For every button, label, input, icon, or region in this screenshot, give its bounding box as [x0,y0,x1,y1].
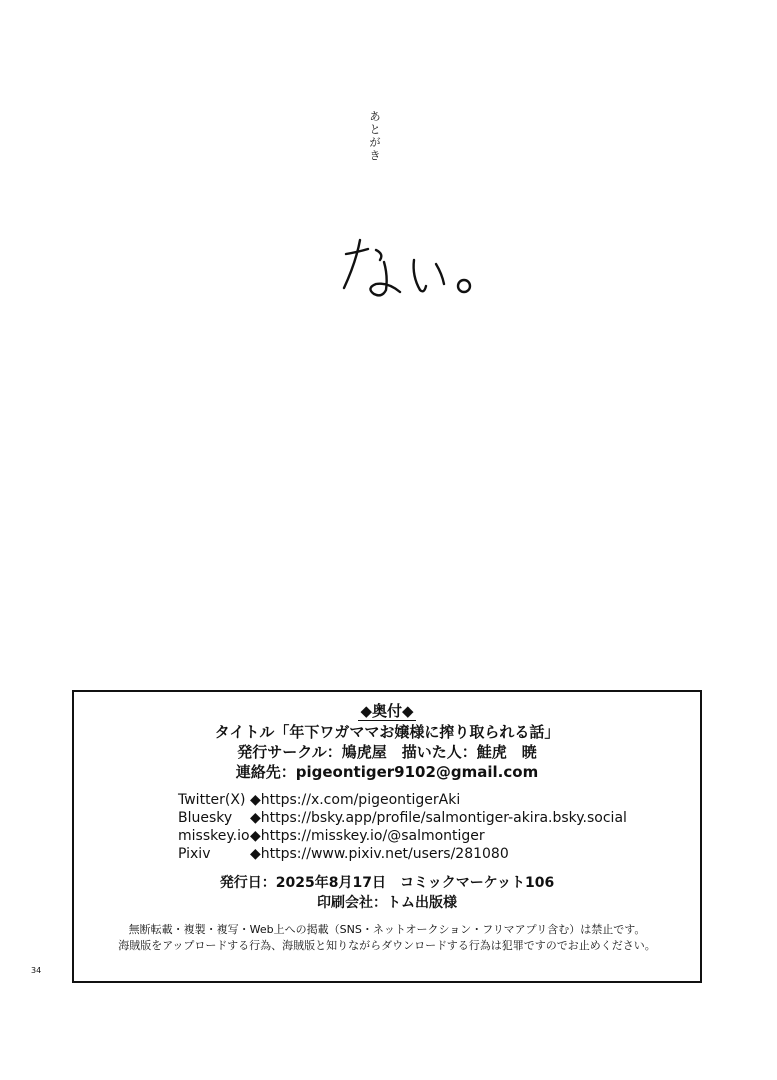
colophon-title: タイトル「年下ワガママお嬢様に搾り取られる話」 [214,723,560,741]
link-row-bluesky[interactable] [178,809,627,827]
link-row-misskey[interactable] [178,827,627,845]
link-name: Bluesky [178,810,233,826]
page-number: 34 [31,966,42,975]
link-url[interactable]: ◆https://bsky.app/profile/salmontiger-akira.bsky.social [250,810,627,826]
link-url[interactable]: ◆https://www.pixiv.net/users/281080 [250,846,509,862]
link-name: Twitter(X) [178,792,246,808]
copyright-notice: 無断転載・複製・複写・Web上への掲載（SNS・ネットオークション・フリマアプリ含む）は禁止です。 [128,923,646,936]
link-name: Pixiv [178,846,211,862]
printer: 印刷会社：トム出版様 [317,895,457,911]
colophon-circle: 発行サークル：鳩虎屋 描いた人：鮭虎 暁 [237,743,537,761]
social-links [178,791,627,863]
colophon-heading: ◆奥付◆ [360,702,414,720]
link-url[interactable]: ◆https://x.com/pigeontigerAki [250,792,461,808]
issue-date: 発行日：2025年8月17日 コミックマーケット106 [219,875,555,891]
link-row-twitter[interactable] [178,791,627,809]
colophon-contact: 連絡先：pigeontiger9102@gmail.com [235,763,539,781]
handwritten-message [340,236,500,306]
link-url[interactable]: ◆https://misskey.io/@salmontiger [250,828,485,844]
link-name: misskey.io [178,828,250,844]
handwritten-nai-drawing [340,236,500,306]
piracy-notice: 海賊版をアップロードする行為、海賊版と知りながらダウンロードする行為は犯罪ですのでお止めください。 [118,939,656,952]
colophon-box [72,690,702,983]
link-row-pixiv[interactable] [178,845,627,863]
afterword-title: あとがき [369,110,381,162]
